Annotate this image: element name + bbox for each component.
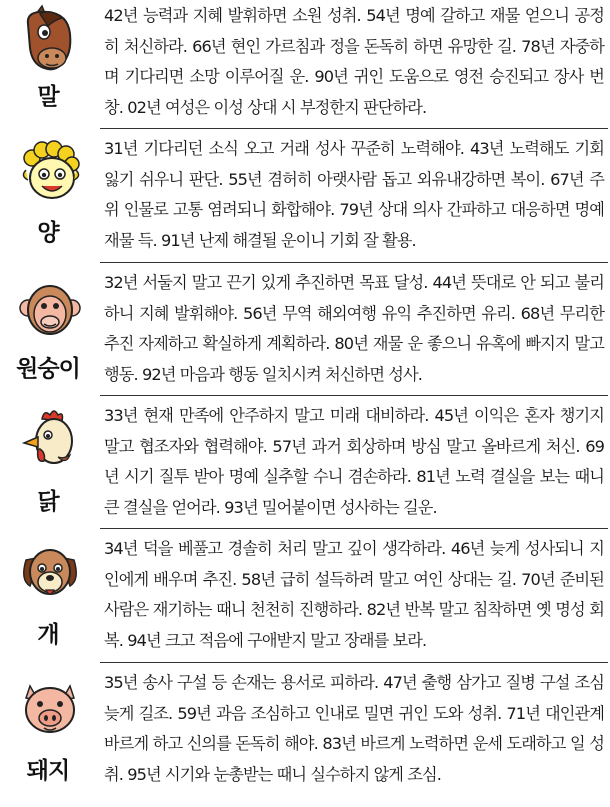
fortune-text: 31년 기다리던 소식 오고 거래 성사 꾸준히 노력해야. 43년 노력해도 기회 잃기 쉬우니 판단. 55년 겸허히 아랫사람 돕고 외유내강하면 복이. 67년 주위 인물로 고통 염려되니 화합해야. 79년 상대 의사 간파하고 대응하면 명예 재물 득. 91년 난제 해결될 운이니 기회 잘 활용. <box>104 139 604 250</box>
animal-name: 원숭이 <box>16 356 80 382</box>
sheep-icon <box>18 140 82 210</box>
fortune-text: 35년 송사 구설 등 손재는 용서로 피하라. 47년 출행 삼가고 질병 구설 조심 늦게 길조. 59년 과음 조심하고 인내로 밀면 귀인 도와 성취. 71년 대인관계 바르게 하고 신의를 돈독히 해야. 83년 바르게 노력하면 운세 도래하고 일 성취. 95년 시기와 눈총받는 때니 실수하지 않게 조심. <box>104 673 604 784</box>
row-divider <box>100 395 608 396</box>
rooster-icon <box>18 407 82 477</box>
zodiac-row-dog <box>0 534 610 660</box>
fortune-text: 42년 능력과 지혜 발휘하면 소원 성취. 54년 명예 갈하고 재물 얻으니 공정히 처신하라. 66년 현인 가르침과 정을 돈독히 하면 유망한 길. 78년 자중하며 기다리면 소망 이루어질 운. 90년 귀인 도움으로 영전 승진되고 장사 번창. 02년 여성은 이성 상대 시 부정한지 판단하라. <box>104 6 604 117</box>
zodiac-row-sheep <box>0 134 610 260</box>
animal-name: 말 <box>37 84 59 110</box>
animal-cell <box>0 668 96 807</box>
animal-cell <box>0 134 96 260</box>
monkey-icon <box>18 276 82 346</box>
row-divider <box>100 528 608 529</box>
zodiac-row-horse <box>0 0 610 127</box>
animal-cell <box>0 0 96 127</box>
row-divider <box>100 128 608 129</box>
animal-cell <box>0 401 96 527</box>
fortune-text: 32년 서둘지 말고 끈기 있게 추진하면 목표 달성. 44년 뜻대로 안 되고 불리하니 지혜 발휘해야. 56년 무역 해외여행 유익 추진하면 유리. 68년 무리한 추진 자제하고 확실하게 계획하라. 80년 재물 운 좋으니 유혹에 빠지지 말고 행동. 92년 마음과 행동 일치시켜 처신하면 성사. <box>104 273 604 384</box>
animal-cell <box>0 268 96 394</box>
row-divider <box>100 662 608 663</box>
animal-name: 양 <box>37 220 59 246</box>
row-divider <box>100 262 608 263</box>
pig-icon <box>18 674 82 744</box>
zodiac-row-pig <box>0 668 610 807</box>
fortune-text: 33년 현재 만족에 안주하지 말고 미래 대비하라. 45년 이익은 혼자 챙기지 말고 협조자와 협력해야. 57년 과거 회상하며 방심 말고 올바르게 처신. 69년 시기 질투 받아 명예 실추할 수니 겸손하라. 81년 노력 결실을 보는 때니 큰 결실을 얻어라. 93년 밀어붙이면 성사하는 길운. <box>104 406 604 517</box>
zodiac-row-rooster <box>0 401 610 527</box>
animal-cell <box>0 534 96 660</box>
animal-name: 돼지 <box>26 758 70 784</box>
animal-name: 닭 <box>37 489 59 515</box>
dog-icon <box>18 540 82 610</box>
animal-name: 개 <box>37 622 59 648</box>
horse-icon <box>18 4 82 74</box>
fortune-text: 34년 덕을 베풀고 경솔히 처리 말고 깊이 생각하라. 46년 늦게 성사되니 지인에게 배우며 추진. 58년 급히 설득하려 말고 여인 상대는 길. 70년 준비된 사람은 재기하는 때니 천천히 진행하라. 82년 반복 말고 침착하면 옛 명성 회복. 94년 크고 적음에 구애받지 말고 장래를 보라. <box>104 539 604 650</box>
zodiac-row-monkey <box>0 268 610 394</box>
